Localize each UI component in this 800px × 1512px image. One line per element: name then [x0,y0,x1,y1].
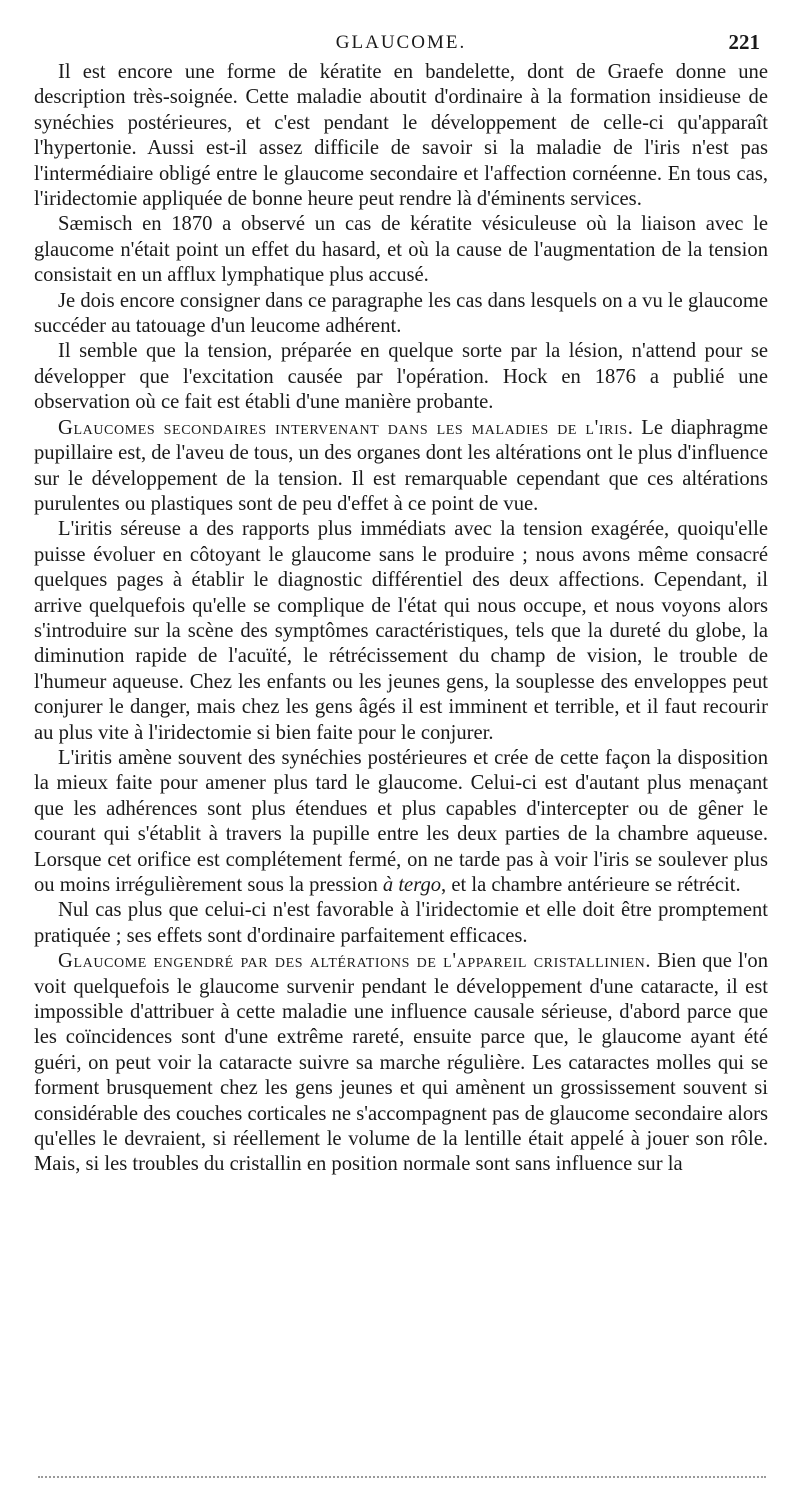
section-heading-cristallin: Glaucome engendré par des altérations de l'appareil cristallinien. [58,950,652,973]
italic-a-tergo: à tergo [382,874,442,896]
paragraph-synechies-part2: , et la chambre antérieure se rétrécit. [441,874,741,896]
body-text [34,60,768,1178]
paragraph-keratite-bandelette: Il est encore une forme de kératite en bandelette, dont de Graefe donne une description très-soignée. Cette maladie aboutit d'ordinaire à la formation insidieuse de synéchies postérieures, et c'est pendant le développement de celle-ci qu'apparaît l'hypertonie. Aussi est-il assez difficile de savoir si la maladie de l'iris n'est pas l'intermédiaire obligé entre le glaucome secondaire et l'affection cornéenne. En tous cas, l'iridectomie appliquée de bonne heure peut rendre là d'éminents services. [34,61,768,211]
paragraph-synechies [34,746,768,898]
footer-rule [38,1476,766,1478]
page-number: 221 [728,30,760,54]
paragraph-cristallin-body: Bien que l'on voit quelquefois le glaucome survenir pendant le développement d'une cataracte, il est impossible d'attribuer à cette maladie une influence causale sérieuse, d'abord parce que les coïncidences sont d'une extrême rareté, ensuite parce que, le glaucome ayant été guéri, on peut voir la cataracte suivre sa marche régulière. Les cataractes molles qui se forment brusquement chez les gens jeunes et qui amènent un grossissement souvent si considérable des couches corticales ne s'accompagnent pas de glaucome secondaire alors qu'elles le devraient, si réellement le volume de la lentille était appelé à jouer son rôle. Mais, si les troubles du cristallin en position normale sont sans influence sur la [34,950,768,1176]
paragraph-hock: Il semble que la tension, préparée en quelque sorte par la lésion, n'attend pour se développer que l'excitation causée par l'opération. Hock en 1876 a publié une observation où ce fait est établi d'une manière probante. [34,340,768,414]
paragraph-synechies-part1: L'iritis amène souvent des synéchies postérieures et crée de cette façon la disposition la mieux faite pour amener plus tard le glaucome. Celui-ci est d'autant plus menaçant que les adhérences sont plus étendues et plus capables d'intercepter ou de gêner le courant qui s'établit à travers la pupille entre les deux parties de la chambre aqueuse. Lorsque cet orifice est complétement fermé, on ne tarde pas à voir l'iris se soulever plus ou moins irrégulièrement sous la pression [34,746,768,896]
paragraph-iris-section [34,416,768,518]
running-head: GLAUCOME. [335,32,467,53]
page-header [34,30,768,60]
paragraph-iridectomie: Nul cas plus que celui-ci n'est favorable à l'iridectomie et elle doit être promptement pratiquée ; ses effets sont d'ordinaire parfaitement efficaces. [34,899,768,947]
book-page [34,30,768,1178]
paragraph-cristallin-section [34,949,768,1178]
paragraph-tatouage: Je dois encore consigner dans ce paragraphe les cas dans lesquels on a vu le glaucome succéder au tatouage d'un leucome adhérent. [34,289,768,338]
paragraph-iritis-sereuse: L'iritis séreuse a des rapports plus immédiats avec la tension exagérée, quoiqu'elle puisse évoluer en côtoyant le glaucome sans le produire ; nous avons même consacré quelques pages à établir le diagnostic différentiel des deux affections. Cependant, il arrive quelquefois qu'elle se complique de l'état qui nous occupe, et nous voyons alors s'introduire sur la scène des symptômes caractéristiques, tels que la dureté du globe, la diminution rapide de l'acuïté, le rétrécissement du champ de vision, le trouble de l'humeur aqueuse. Chez les enfants ou les jeunes gens, la souplesse des enveloppes peut conjurer le danger, mais chez les gens âgés il est imminent et terrible, et il faut recourir au plus vite à l'iridectomie si bien faite pour le conjurer. [34,518,768,744]
paragraph-iris-body: Le diaphragme pupillaire est, de l'aveu de tous, un des organes dont les altérations ont le plus d'influence sur le développement de la tension. Il est remarquable cependant que ces altérations purulentes ou plastiques sont de peu d'effet à ce point de vue. [34,416,768,515]
paragraph-saemisch: Sæmisch en 1870 a observé un cas de kératite vésiculeuse où la liaison avec le glaucome n'était point un effet du hasard, et où la cause de l'augmentation de la tension consistait en un afflux lymphatique plus accusé. [34,213,768,287]
section-heading-iris: Glaucomes secondaires intervenant dans les maladies de l'iris. [58,416,634,439]
